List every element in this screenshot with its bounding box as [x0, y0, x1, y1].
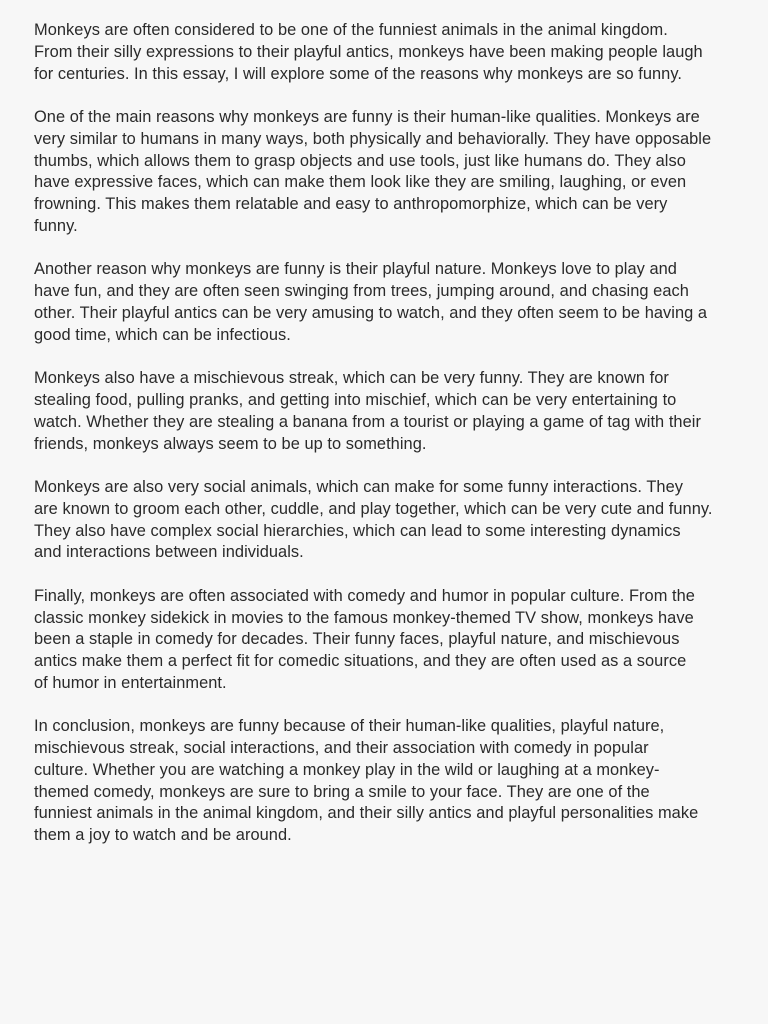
- paragraph-playful-nature: Another reason why monkeys are funny is their playful nature. Monkeys love to play and have fun, and they are often seen swinging from trees, jumping around, and chasing each other. Their playful antics can be very amusing to watch, and they often seem to be having a good time, which can be infectious.: [34, 260, 708, 344]
- paragraph-popular-culture: Finally, monkeys are often associated with comedy and humor in popular culture. From the classic monkey sidekick in movies to the famous monkey-themed TV show, monkeys have been a staple in comedy for decades. Their funny faces, playful nature, and mischievous antics make them a perfect fit for comedic situations, and they are often used as a source of humor in entertainment.: [34, 586, 695, 692]
- paragraph-human-like-qualities: One of the main reasons why monkeys are funny is their human-like qualities. Monkeys are very similar to humans in many ways, both physically and behaviorally. They have opposable thumbs, which allows them to grasp objects and use tools, just like humans do. They also have expressive faces, which can make them look like they are smiling, laughing, or even frowning. This makes them relatable and easy to anthropomorphize, which can be very funny.: [34, 107, 712, 235]
- paragraph-intro: Monkeys are often considered to be one of the funniest animals in the animal kingdom. From their silly expressions to their playful antics, monkeys have been making people laugh for centuries. In this essay, I will explore some of the reasons why monkeys are so funny.: [34, 21, 703, 83]
- paragraph-mischievous-streak: Monkeys also have a mischievous streak, which can be very funny. They are known for stealing food, pulling pranks, and getting into mischief, which can be very entertaining to watch. Whether they are stealing a banana from a tourist or playing a game of tag with their friends, monkeys always seem to be up to something.: [34, 369, 701, 453]
- paragraph-social-animals: Monkeys are also very social animals, which can make for some funny interactions. They are known to groom each other, cuddle, and play together, which can be very cute and funny. They also have complex social hierarchies, which can lead to some interesting dynamics and interactions between individuals.: [34, 477, 713, 562]
- paragraph-conclusion: In conclusion, monkeys are funny because of their human-like qualities, playful nature, mischievous streak, social interactions, and their association with comedy in popular culture. Whether you are watching a monkey play in the wild or laughing at a monkey- themed comedy, monkeys are sure to bring a smile to your face. They are one of the funniest animals in the animal kingdom, and their silly antics and playful personalities make them a joy to watch and be around.: [34, 717, 699, 845]
